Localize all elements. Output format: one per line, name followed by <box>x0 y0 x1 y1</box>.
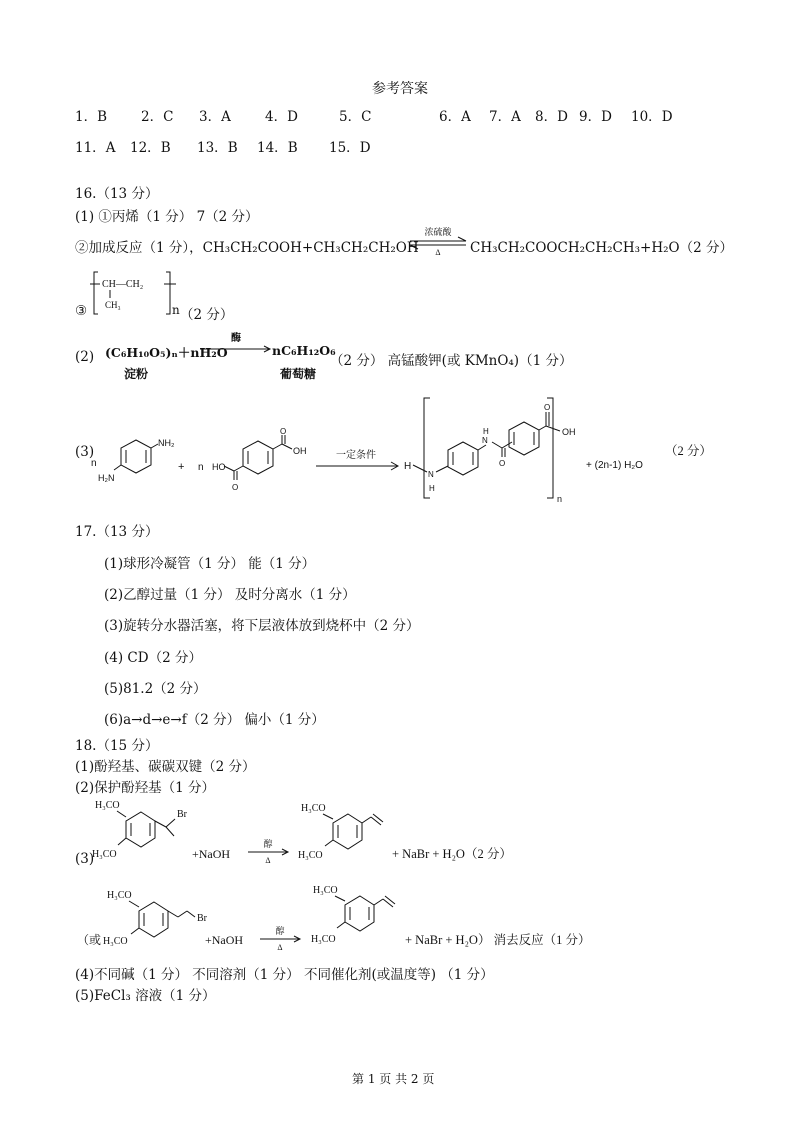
q16-part2-tail: （2 分） 高锰酸钾(或 KMnO₄)（1 分） <box>330 353 573 369</box>
mc-item: 11．A <box>75 140 116 156</box>
page-footer: 第 1 页 共 2 页 <box>352 1072 435 1086</box>
q16-part2-label: (2) <box>75 349 95 365</box>
q17-answer-line: (6)a→d→e→f（2 分） 偏小（1 分） <box>104 712 325 728</box>
elimination-reaction-2 <box>0 880 794 960</box>
q18-line1: (1)酚羟基、碳碳双键（2 分） <box>75 759 256 775</box>
heat-label: Δ <box>435 248 441 257</box>
coefficient-n: n <box>91 458 97 469</box>
methoxy-group: H₃CO <box>301 803 326 814</box>
mc-item: 1．B <box>75 109 108 125</box>
glucose-name: 葡萄糖 <box>280 367 317 381</box>
naoh-reagent: +NaOH <box>192 847 231 861</box>
q18-alt-label: （或 <box>77 933 102 947</box>
q16-part3-label: (3) <box>75 444 95 460</box>
q16-part1-line2-right: CH₃CH₂COOCH₂CH₂CH₃+H₂O（2 分） <box>470 240 733 256</box>
hydroxyl-group: HO <box>212 462 226 472</box>
methoxy-group: H₃CO <box>313 885 338 896</box>
bromine: Br <box>197 913 207 924</box>
polymer-subscript-n: n <box>557 494 563 504</box>
q18-line5: (5)FeCl₃ 溶液（1 分） <box>75 988 216 1004</box>
carbonyl-oxygen: O <box>232 483 239 492</box>
coefficient-n: n <box>198 462 204 473</box>
page-title: 参考答案 <box>372 81 428 97</box>
amide-n: N <box>482 436 488 445</box>
heat-label: Δ <box>265 856 271 865</box>
q18-part3-tail: + NaBr + H₂O（2 分） <box>392 847 512 861</box>
amine-group: NH₂ <box>158 438 175 448</box>
q18-line2: (2)保护酚羟基（1 分） <box>75 780 216 796</box>
carbonyl-oxygen: O <box>280 427 287 436</box>
q17-answer-line: (3)旋转分水器活塞，将下层液体放到烧杯中（2 分） <box>104 618 420 634</box>
mc-item: 10．D <box>631 109 673 125</box>
carbonyl-oxygen: O <box>499 459 506 468</box>
mc-item: 5．C <box>339 109 372 125</box>
starch-name: 淀粉 <box>124 367 149 381</box>
heat-label: Δ <box>277 943 283 952</box>
naoh-reagent: +NaOH <box>205 933 244 947</box>
q17-answer-line: (4) CD（2 分） <box>104 650 202 666</box>
q18-line4: (4)不同碱（1 分） 不同溶剂（1 分） 不同催化剂(或温度等) （1 分） <box>75 967 494 983</box>
alcohol-condition: 醇 <box>263 839 273 849</box>
methoxy-group: H₃CO <box>298 850 323 861</box>
q16-part3-score: （2 分） <box>665 444 712 458</box>
mc-item: 8．D <box>535 109 568 125</box>
catalyst-label: 浓硫酸 <box>424 227 452 237</box>
methoxy-group: H₃CO <box>103 936 128 947</box>
enzyme-arrow <box>200 333 272 353</box>
mc-item: 15．D <box>329 140 371 156</box>
glucose-product: nC₆H₁₂O₆ <box>272 343 336 358</box>
polymer-backbone: CH—CH₂ <box>102 279 144 290</box>
hydroxyl-group: OH <box>562 427 576 437</box>
mc-item: 9．D <box>579 109 612 125</box>
terminal-h: H <box>404 461 412 472</box>
q16-part1-line3-score: （2 分） <box>180 307 234 323</box>
amide-h: H <box>483 427 489 436</box>
alcohol-condition: 醇 <box>275 926 285 936</box>
mc-item: 13．B <box>197 140 238 156</box>
polymer-n: n <box>172 303 180 317</box>
mc-item: 6．A <box>439 109 471 125</box>
enzyme-label: 酶 <box>231 333 241 344</box>
q18-heading: 18.（15 分） <box>75 738 159 754</box>
starch-hydrolysis-reactant: (C₆H₁₀O₅)ₙ＋nH₂O <box>105 345 228 360</box>
q17-answer-line: (1)球形冷凝管（1 分） 能（1 分） <box>104 556 316 572</box>
methoxy-group: H₃CO <box>95 800 120 811</box>
polymer-methyl: CH₃ <box>105 300 121 310</box>
q18-part3-label: (3) <box>75 851 95 867</box>
carbonyl-oxygen: O <box>544 403 551 412</box>
q17-answer-line: (2)乙醇过量（1 分） 及时分离水（1 分） <box>104 587 356 603</box>
methoxy-group: H₃CO <box>311 934 336 945</box>
mc-item: 14．B <box>257 140 298 156</box>
q16-part1-line2-left: ②加成反应（1 分），CH₃CH₂COOH+CH₃CH₂CH₂OH <box>75 240 419 256</box>
hydroxyl-group: OH <box>293 446 307 456</box>
q16-part1-line3-label: ③ <box>75 303 88 319</box>
equilibrium-arrow <box>408 228 468 258</box>
q16-heading: 16.（13 分） <box>75 186 159 202</box>
mc-item: 7．A <box>489 109 521 125</box>
methoxy-group: H₃CO <box>92 849 117 860</box>
bromine: Br <box>177 809 187 820</box>
q18-part3-alt-tail: + NaBr + H₂O） 消去反应（1 分） <box>405 933 591 947</box>
mc-item: 12．B <box>130 140 171 156</box>
mc-item: 3．A <box>199 109 231 125</box>
polypropylene-structure <box>92 270 172 320</box>
amide-n: N <box>428 470 434 479</box>
plus-sign: + <box>178 461 185 473</box>
water-byproduct: + (2n-1) H₂O <box>586 460 643 471</box>
amide-h: H <box>429 484 435 493</box>
polyamide-reaction <box>0 390 794 515</box>
mc-item: 4．D <box>265 109 298 125</box>
q17-heading: 17.（13 分） <box>75 524 159 540</box>
mc-item: 2．C <box>141 109 174 125</box>
amine-group: H₂N <box>98 473 115 483</box>
q16-part1-line1: (1) ①丙烯（1 分） 7（2 分） <box>75 209 259 225</box>
condition-label: 一定条件 <box>336 450 376 461</box>
methoxy-group: H₃CO <box>107 890 132 901</box>
q17-answer-line: (5)81.2（2 分） <box>104 681 207 697</box>
elimination-reaction-1 <box>0 795 794 875</box>
